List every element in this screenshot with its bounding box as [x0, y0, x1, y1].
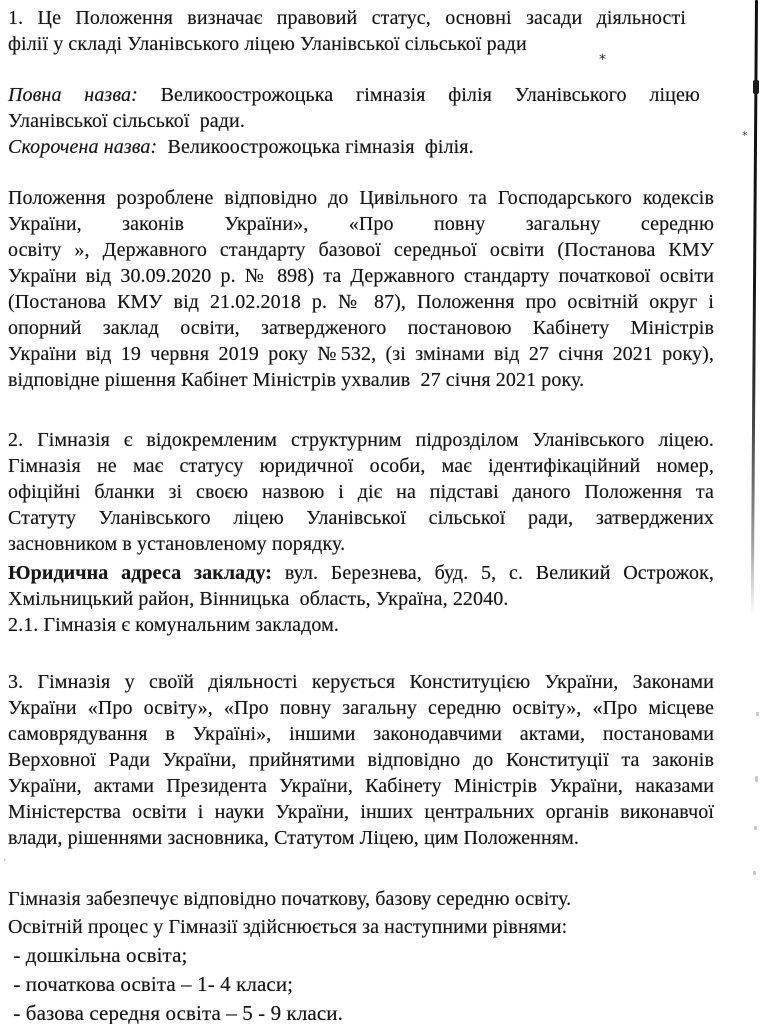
section-1-paragraph [8, 5, 720, 57]
text-line [8, 134, 700, 160]
text-line: 1. Це Положення визначає правовий статус, основні засади діяльності [8, 7, 686, 29]
text-line: самоврядування в Україні», іншими законодавчими актами, постановами [8, 723, 714, 745]
scan-speck-artifact: * [742, 129, 748, 142]
text-line: Положення розроблене відповідно до Цивільного та Господарського кодексів [8, 187, 714, 209]
education-levels-list [8, 885, 720, 1024]
scan-speck-artifact [755, 776, 758, 782]
text-line: України, актами Президента України, Кабінету Міністрів України, наказами [8, 775, 714, 797]
text-line [8, 82, 700, 108]
short-name-value: Великоострожоцька гімназія філія. [162, 136, 474, 158]
scan-speck-artifact: , [3, 849, 7, 863]
text-line: засновником в установленому порядку. [8, 533, 346, 555]
list-item: - початкова освіта – 1- 4 класи; [8, 972, 294, 996]
scan-speck-artifact [753, 871, 756, 875]
full-name-value: Великоострожоцька гімназія філія Уланівського ліцею [160, 84, 700, 106]
text-line: 2. Гімназія є відокремленим структурним підрозділом Уланівського ліцею. [8, 429, 714, 451]
text-line: Гімназія не має статусу юридичної особи, має ідентифікаційний номер, [8, 455, 714, 477]
legal-address-label: Юридична адреса закладу: [8, 562, 273, 584]
scan-speck-artifact [756, 712, 759, 716]
text-line: філії у складі Уланівського ліцею Уланівської сільської ради [8, 33, 527, 55]
document-text-block [8, 5, 720, 1024]
legal-basis-paragraph [8, 185, 720, 393]
text-line: Освітній процес у Гімназії здійснюється за наступними рівнями: [8, 916, 568, 938]
text-line: освіту », Державного стандарту базової середньої освіти (Постанова КМУ [8, 239, 714, 261]
section-3-paragraph [8, 669, 720, 851]
text-line: Міністерства освіти і науки України, інших центральних органів виконавчої [8, 801, 714, 823]
text-line: 3. Гімназія у своїй діяльності керується Конституцією України, Законами [8, 671, 714, 693]
text-line [8, 560, 714, 586]
text-line: Гімназія забезпечує відповідно початкову, базову середню освіту. [8, 888, 572, 910]
text-line: України, законів України», «Про повну загальну середню [8, 213, 714, 235]
legal-address-paragraph [8, 560, 720, 638]
short-name-label: Скорочена назва: [8, 136, 158, 158]
scan-blob-artifact [753, 80, 759, 94]
text-line: (Постанова КМУ від 21.02.2018 р. № 87), Положення про освітній округ і [8, 291, 714, 313]
text-line: України від 19 червня 2019 року №532, (зі змінами від 27 січня 2021 року), [8, 343, 714, 365]
scan-speck-artifact [754, 826, 757, 830]
text-line: відповідне рішення Кабінет Міністрів ухвалив 27 січня 2021 року. [8, 369, 585, 391]
text-line: України від 30.09.2020 р. № 898) та Державного стандарту початкової освіти [8, 265, 714, 287]
list-item: - базова середня освіта – 5 - 9 класи. [8, 1001, 343, 1024]
text-line: Уланівської сільської ради. [8, 110, 245, 132]
list-item: - дошкільна освіта; [8, 943, 188, 967]
section-2-paragraph [8, 427, 720, 557]
text-line: офіційні бланки зі своєю назвою і діє на підставі даного Положення та [8, 481, 714, 503]
legal-address-value: вул. Березнева, буд. 5, с. Великий Острожок, [284, 562, 714, 584]
full-name-label: Повна назва: [8, 84, 138, 106]
text-line: Хмільницький район, Вінницька область, Україна, 22040. [8, 588, 509, 610]
official-names-paragraph [8, 82, 720, 160]
text-line: Верховної Ради України, прийнятими відповідно до Конституції та законів [8, 749, 714, 771]
text-line: влади, рішеннями засновника, Статутом Ліцею, цим Положенням. [8, 827, 579, 849]
scan-speck-artifact: * [599, 52, 606, 68]
clause-2-1-line: 2.1. Гімназія є комунальним закладом. [8, 614, 339, 636]
text-line: опорний заклад освіти, затвердженого постановою Кабінету Міністрів [8, 317, 714, 339]
text-line: Статуту Уланівського ліцею Уланівської сільської ради, затверджених [8, 507, 714, 529]
text-line: України «Про освіту», «Про повну загальну середню освіту», «Про місцеве [8, 697, 714, 719]
